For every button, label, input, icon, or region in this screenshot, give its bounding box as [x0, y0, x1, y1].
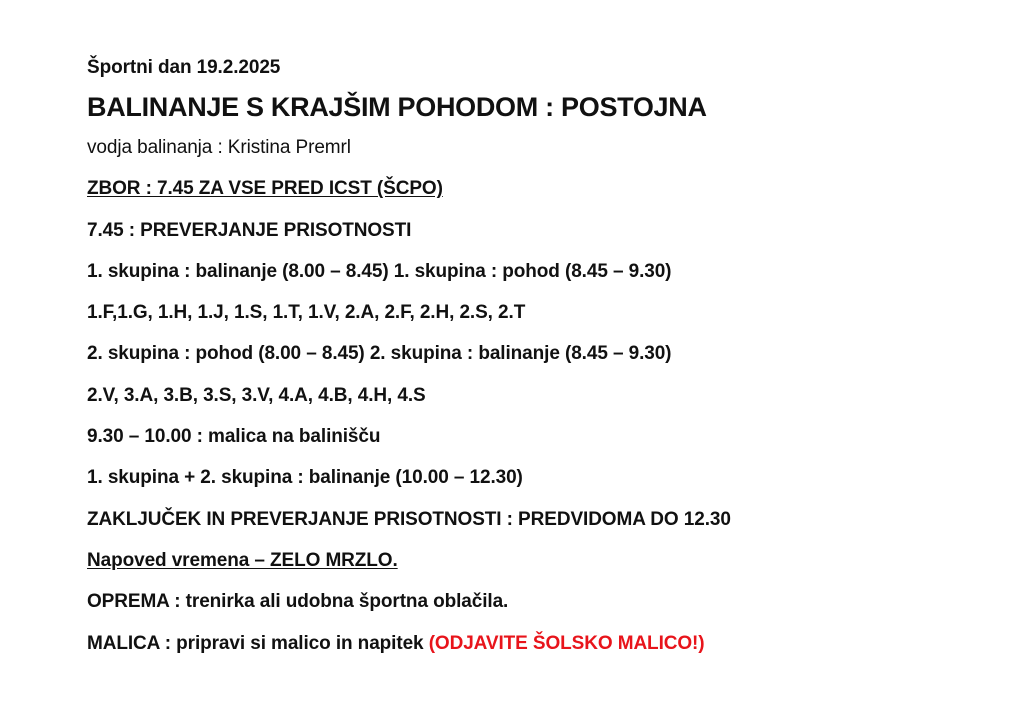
equipment-line: OPREMA : trenirka ali udobna športna oblačila. [87, 591, 509, 613]
document-page [87, 56, 987, 673]
joint-session-line: 1. skupina + 2. skupina : balinanje (10.00 – 12.30) [87, 467, 523, 489]
gathering-line: ZBOR : 7.45 ZA VSE PRED ICST (ŠCPO) [87, 178, 443, 200]
snack-line: 9.30 – 10.00 : malica na balinišču [87, 426, 381, 448]
attendance-check-line: 7.45 : PREVERJANJE PRISOTNOSTI [87, 219, 412, 241]
document-title: BALINANJE S KRAJŠIM POHODOM : POSTOJNA [87, 92, 707, 122]
leader-line: vodja balinanja : Kristina Premrl [87, 137, 351, 158]
group1-classes-line: 1.F,1.G, 1.H, 1.J, 1.S, 1.T, 1.V, 2.A, 2.F, 2.H, 2.S, 2.T [87, 302, 526, 324]
lunch-line [87, 632, 987, 656]
lunch-text: MALICA : pripravi si malico in napitek [87, 632, 429, 654]
closing-line: ZAKLJUČEK IN PREVERJANJE PRISOTNOSTI : PREDVIDOMA DO 12.30 [87, 508, 731, 530]
weather-line: Napoved vremena – ZELO MRZLO. [87, 549, 398, 571]
group2-classes-line: 2.V, 3.A, 3.B, 3.S, 3.V, 4.A, 4.B, 4.H, 4.S [87, 384, 426, 406]
group2-schedule-line: 2. skupina : pohod (8.00 – 8.45) 2. skupina : balinanje (8.45 – 9.30) [87, 343, 672, 365]
lunch-warning: (ODJAVITE ŠOLSKO MALICO!) [428, 632, 705, 654]
date-line: Športni dan 19.2.2025 [87, 57, 281, 78]
group1-schedule-line: 1. skupina : balinanje (8.00 – 8.45) 1. skupina : pohod (8.45 – 9.30) [87, 260, 672, 282]
